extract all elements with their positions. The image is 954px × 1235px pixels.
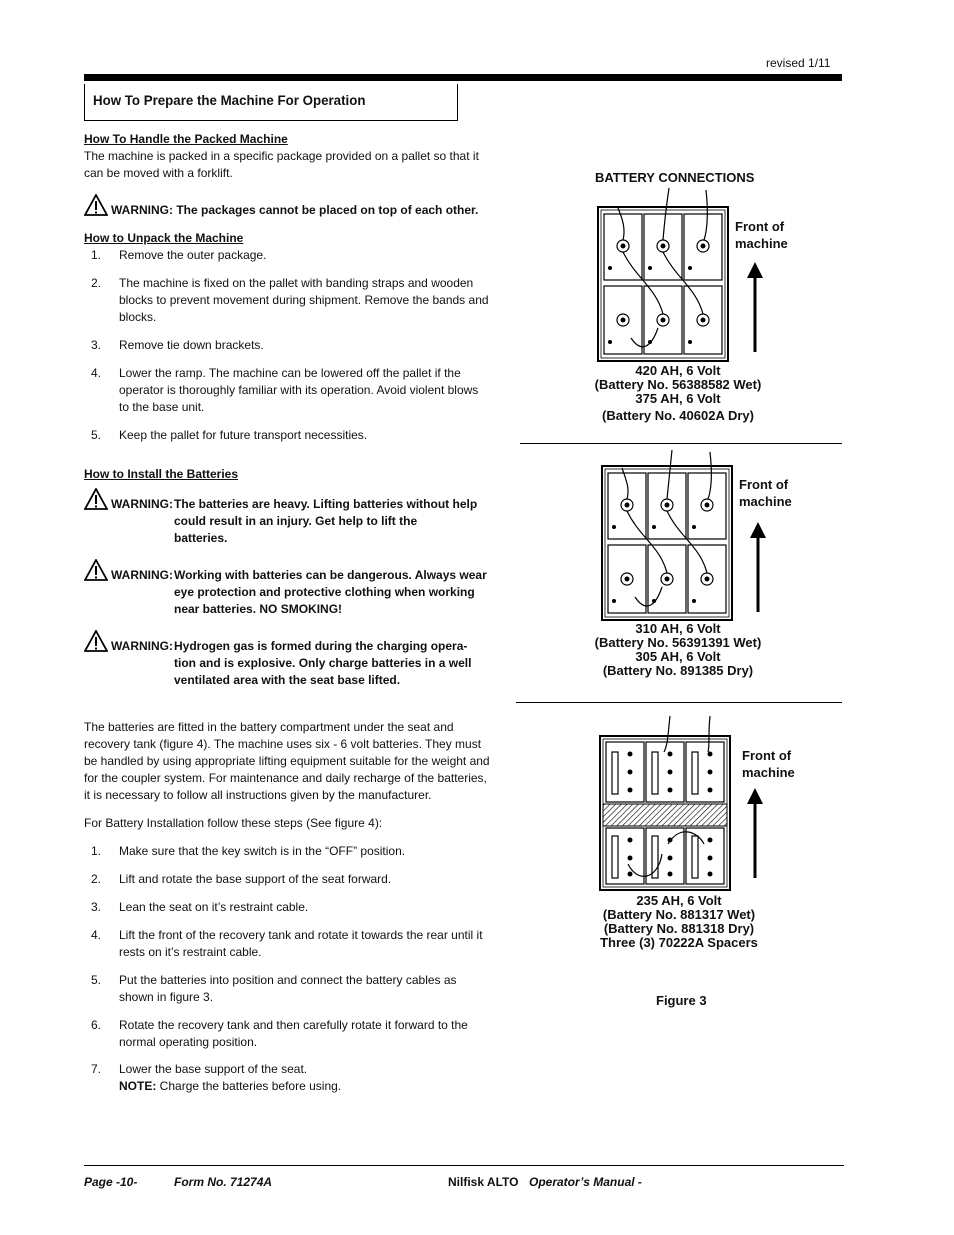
note-text: Charge the batteries before using. <box>156 1079 342 1093</box>
front-label-2: Front of machine <box>739 477 792 509</box>
step-line: Lift the front of the recovery tank and rotate it towards the rear until it <box>119 928 483 942</box>
warning-line: eye protection and protective clothing when working <box>174 585 475 599</box>
arrow-up-icon <box>748 522 768 612</box>
warning-line: near batteries. NO SMOKING! <box>174 602 343 616</box>
handle-heading: How To Handle the Packed Machine <box>84 132 288 146</box>
front-label-3: Front of machine <box>742 748 795 780</box>
step-text <box>119 365 478 416</box>
warning-label: WARNING: <box>111 639 173 653</box>
arrow-up-icon <box>745 788 765 878</box>
battery-diagram-2 <box>600 450 736 622</box>
step-number: 3. <box>91 900 102 914</box>
step-number: 2. <box>91 872 102 886</box>
warning-line: Working with batteries can be dangerous. Always wear <box>174 568 487 582</box>
step-line: The machine is fixed on the pallet with banding straps and wooden <box>119 276 474 290</box>
warning-text <box>174 496 477 547</box>
step-text <box>119 275 489 326</box>
step-line: blocks. <box>119 310 157 324</box>
install-intro: For Battery Installation follow these steps (See figure 4): <box>84 816 383 830</box>
warning-line: Hydrogen gas is formed during the charging opera- <box>174 639 468 653</box>
step-line: normal operating position. <box>119 1035 258 1049</box>
warning-text <box>174 567 487 618</box>
figure-title: BATTERY CONNECTIONS <box>595 170 755 185</box>
diagram-2-caption: 310 AH, 6 Volt (Battery No. 56391391 Wet) 305 AH, 6 Volt (Battery No. 891385 Dry) <box>594 621 762 678</box>
battery-diagram-1 <box>596 188 732 364</box>
step-line: rests on it’s restraint cable. <box>119 945 262 959</box>
warning-line: The batteries are heavy. Lifting batteries without help <box>174 497 478 511</box>
install-paragraph: The batteries are fitted in the battery compartment under the seat and recovery tank (figure 4). The machine uses six - 6 volt batteries. They must be handled by using appropriate lifting equipment suitable for the weight and for the coupler system. For maintenance and daily recharge of the batteries, it is necessary to follow all instructions given by the manufacturer. <box>84 720 490 802</box>
section-title: How To Prepare the Machine For Operation <box>93 92 366 108</box>
step-line: Keep the pallet for future transport necessities. <box>119 428 368 442</box>
install-heading: How to Install the Batteries <box>84 467 239 481</box>
figure-label: Figure 3 <box>656 993 707 1008</box>
revision-date: revised 1/11 <box>766 56 831 70</box>
step-line: Remove tie down brackets. <box>119 338 264 352</box>
diagram-3-caption: 235 AH, 6 Volt (Battery No. 881317 Wet) (Battery No. 881318 Dry) Three (3) 70222A Spacers <box>600 893 758 950</box>
diagram-1-caption: 420 AH, 6 Volt (Battery No. 56388582 Wet) 375 AH, 6 Volt (Battery No. 40602A Dry) <box>594 363 762 423</box>
step-text <box>119 972 457 1006</box>
step-number: 1. <box>91 248 102 262</box>
step-line: Put the batteries into position and connect the battery cables as <box>119 973 457 987</box>
warning-line: tion and is explosive. Only charge batteries in a well <box>174 656 472 670</box>
warning-label: WARNING: <box>111 568 173 582</box>
step-line: Lower the base support of the seat. <box>119 1062 308 1076</box>
step-text <box>119 899 308 916</box>
warning-line: batteries. <box>174 531 228 545</box>
note-label: NOTE: <box>119 1079 157 1093</box>
warning-label: WARNING: <box>111 497 173 511</box>
step-line: Rotate the recovery tank and then carefully rotate it forward to the <box>119 1018 468 1032</box>
step-line: Lower the ramp. The machine can be lowered off the pallet if the <box>119 366 461 380</box>
step-text <box>119 247 266 264</box>
step-line: Remove the outer package. <box>119 248 267 262</box>
step-number: 1. <box>91 844 102 858</box>
step-text <box>119 871 391 888</box>
figure-divider-2 <box>516 702 842 703</box>
step-number: 7. <box>91 1062 102 1076</box>
warning-text <box>174 638 471 689</box>
footer-manual: Operator’s Manual - <box>529 1175 642 1189</box>
step-number: 3. <box>91 338 102 352</box>
header-rule <box>84 74 842 81</box>
footer-form: Form No. 71274A <box>174 1175 273 1189</box>
step-text <box>119 843 405 860</box>
step-number: 2. <box>91 276 102 290</box>
warning-icon <box>84 630 108 652</box>
battery-diagram-3 <box>598 714 734 892</box>
step-line: shown in figure 3. <box>119 990 214 1004</box>
footer-brand: Nilfisk ALTO <box>448 1175 519 1189</box>
step-number: 4. <box>91 366 102 380</box>
handle-text: The machine is packed in a specific package provided on a pallet so that it can be moved with a forklift. <box>84 149 479 180</box>
step-line: blocks to prevent movement during shipment. Remove the bands and <box>119 293 489 307</box>
footer-rule <box>84 1165 844 1166</box>
step-line: Lean the seat on it’s restraint cable. <box>119 900 309 914</box>
step-line: to the base unit. <box>119 400 205 414</box>
step-number: 6. <box>91 1018 102 1032</box>
step-number: 4. <box>91 928 102 942</box>
figure-divider-1 <box>520 443 842 444</box>
step-text <box>119 427 367 444</box>
step-text <box>119 1017 468 1051</box>
handle-warning: WARNING: The packages cannot be placed on top of each other. <box>111 203 479 217</box>
step-line: Make sure that the key switch is in the “OFF” position. <box>119 844 406 858</box>
warning-line: could result in an injury. Get help to lift the <box>174 514 418 528</box>
step-text <box>119 337 264 354</box>
warning-line: ventilated area with the seat base lifted. <box>174 673 401 687</box>
step-number: 5. <box>91 973 102 987</box>
step-text <box>119 1061 307 1078</box>
step-text <box>119 927 483 961</box>
step-line: Lift and rotate the base support of the seat forward. <box>119 872 392 886</box>
warning-icon <box>84 559 108 581</box>
warning-icon <box>84 488 108 510</box>
warning-icon <box>84 194 108 216</box>
footer-page: Page -10- <box>84 1175 138 1189</box>
front-label-1: Front of machine <box>735 219 788 251</box>
step-number: 5. <box>91 428 102 442</box>
step-line: operator is thoroughly familiar with its operation. Avoid violent blows <box>119 383 479 397</box>
install-note <box>119 1078 341 1095</box>
arrow-up-icon <box>745 262 765 352</box>
unpack-heading: How to Unpack the Machine <box>84 231 244 245</box>
